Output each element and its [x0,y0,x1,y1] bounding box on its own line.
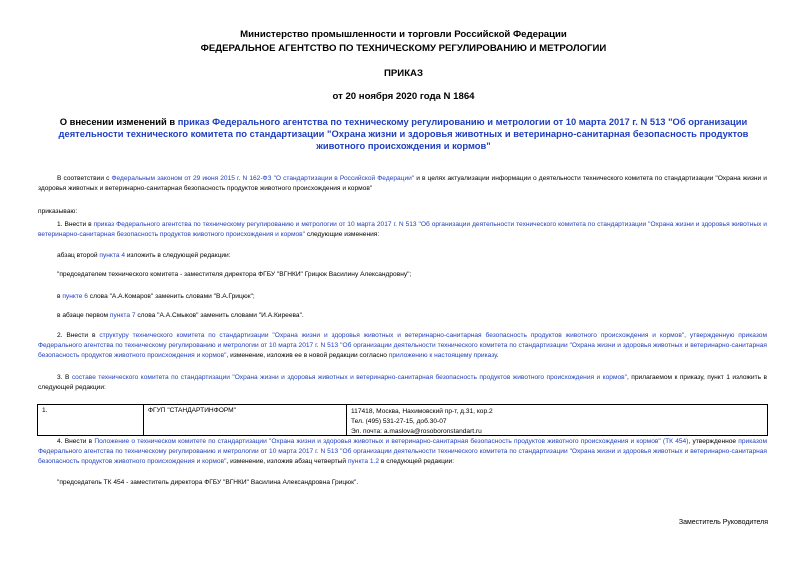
contact-email: Эл. почта: a.maslova@rosoboronstandart.ru [351,428,482,435]
item-4-text-2: , утвержденное [688,438,739,445]
item-4-text-4: в следующей редакции: [379,458,455,465]
item-1-a-text-1: абзац второй [57,252,100,259]
point-1-2-link[interactable]: пункта 1.2 [347,458,380,465]
item-3-text-1: 3. В [57,374,72,381]
item-1-quote: "председателем технического комитета - заместителя директора ФГБУ "ВГНКИ" Грицюк Василину Александровну"; [57,271,412,278]
item-1-paragraph [38,220,767,240]
intro-text-1: В соответствии с [57,175,112,182]
orders-text: приказываю: [38,208,78,215]
federal-law-link[interactable]: Федеральным законом от 29 июня 2015 г. N 162-ФЗ "О стандартизации в Российской Федерации" [111,175,415,182]
item-4-text-1: 4. Внести в [57,438,95,445]
regulation-link[interactable]: Положение о техническом комитете по стандартизации "Охрана жизни и здоровья животных и ветеринарно-санитарная безопасность продуктов животного происхождения и кормов" (ТК 454) [94,438,689,445]
item-2-text-2: , изменение, изложив ее в новой редакции согласно [226,352,389,359]
item-4-order-link[interactable]: приказом Федерального агентства по техническому регулированию и метрологии от 10 марта 2017 г. N 513 "Об организации деятельности технического комитета по стандартизации "Охрана жизни и здоровья животных и ветеринарно-санитарная безопасность продуктов животного происхождения и кормов" [38,438,767,465]
item-4-quote: "председатель ТК 454 - заместитель директора ФГБУ "ВГНКИ" Василина Александровна Грицюк". [57,479,359,486]
item-1-b-text-1: в [57,293,63,300]
item-4-paragraph [38,437,767,467]
item-2-paragraph [38,331,767,361]
ministry-name: Министерство промышленности и торговли Российской Федерации [240,29,567,40]
committee-member-table [37,404,768,436]
title-order-link[interactable]: приказ Федерального агентства по техническому регулированию и метрологии от 10 марта 2017 г. N 513 "Об организации деятельности технического комитета по стандартизации "Охрана жизни и здоровья животных и ветеринарно-санитарная безопасность продуктов животного происхождения и кормов" [58,116,749,151]
item-1-text-2: следующие изменения: [305,231,380,238]
item-1-c-paragraph [38,311,767,321]
item-1-b-text-2: слова "А.А.Комаров" заменить словами "В.А.Грицюк"; [87,293,255,300]
point-7-link[interactable]: пункта 7 [109,312,136,319]
item-1-text-1: 1. Внести в [57,221,94,228]
document-title [40,116,767,152]
committee-structure-link[interactable]: структуру технического комитета по стандартизации "Охрана жизни и здоровья животных и ветеринарно-санитарная безопасность продуктов животного происхождения и кормов", утвержденную приказом Федерального агентства по техническому регулированию и метрологии от 10 марта 2017 г. N 513 "Об организации деятельности технического комитета по стандартизации "Охрана жизни и здоровья животных и ветеринарно-санитарная безопасность продуктов животного происхождения и кормов" [38,332,767,359]
document-date-number: от 20 ноября 2020 года N 1864 [332,91,475,102]
document-type: ПРИКАЗ [384,68,423,79]
contact-phone: Тел. (495) 531-27-15, доб.30-07 [351,418,447,425]
table-cell-number: 1. [38,405,144,435]
item-1-a-text-2: изложить в следующей редакции: [125,252,231,259]
item-3-text-2: , прилагаемом к приказу, пункт 1 изложить в следующей редакции: [38,374,768,391]
appendix-link[interactable]: приложению к настоящему приказу [388,352,497,359]
intro-paragraph [38,174,767,194]
contact-address: 117418, Москва, Нахимовский пр-т, д.31, кор.2 [351,408,493,415]
item-2-text-3: . [496,352,499,359]
signature-title: Заместитель Руководителя [678,519,768,526]
table-cell-contacts [347,405,767,435]
item-2-text-1: 2. Внести в [57,332,100,339]
point-4-link[interactable]: пункта 4 [99,252,126,259]
point-6-link[interactable]: пункте 6 [62,293,88,300]
item-1-order-link[interactable]: приказ Федерального агентства по техническому регулированию и метрологии от 10 марта 2017 г. N 513 "Об организации деятельности технического комитета по стандартизации "Охрана жизни и здоровья животных и ветеринарно-санитарная безопасность продуктов животного происхождения и кормов" [38,221,767,238]
table-cell-organization: ФГУП "СТАНДАРТИНФОРМ" [144,405,347,435]
intro-text-2: и в целях актуализации информации о деятельности технического комитета по стандартизации "Охрана жизни и здоровья животных и ветеринарно-санитарная безопасность продуктов животного происхождения и кормов" [38,175,767,192]
item-4-text-3: , изменение, изложив абзац четвертый [226,458,348,465]
item-1-b-paragraph [38,292,767,302]
committee-composition-link[interactable]: составе технического комитета по стандартизации "Охрана жизни и здоровья животных и ветеринарно-санитарная безопасность продуктов животного происхождения и кормов" [71,374,628,381]
item-3-paragraph [38,373,767,393]
item-1-c-text-2: слова "А.А.Смыков" заменить словами "И.А.Киреева". [135,312,304,319]
item-1-c-text-1: в абзаце первом [57,312,110,319]
title-prefix: О внесении изменений в [59,116,178,127]
item-1-a-paragraph [38,251,767,261]
agency-name: ФЕДЕРАЛЬНОЕ АГЕНТСТВО ПО ТЕХНИЧЕСКОМУ РЕГУЛИРОВАНИЮ И МЕТРОЛОГИИ [200,43,607,54]
